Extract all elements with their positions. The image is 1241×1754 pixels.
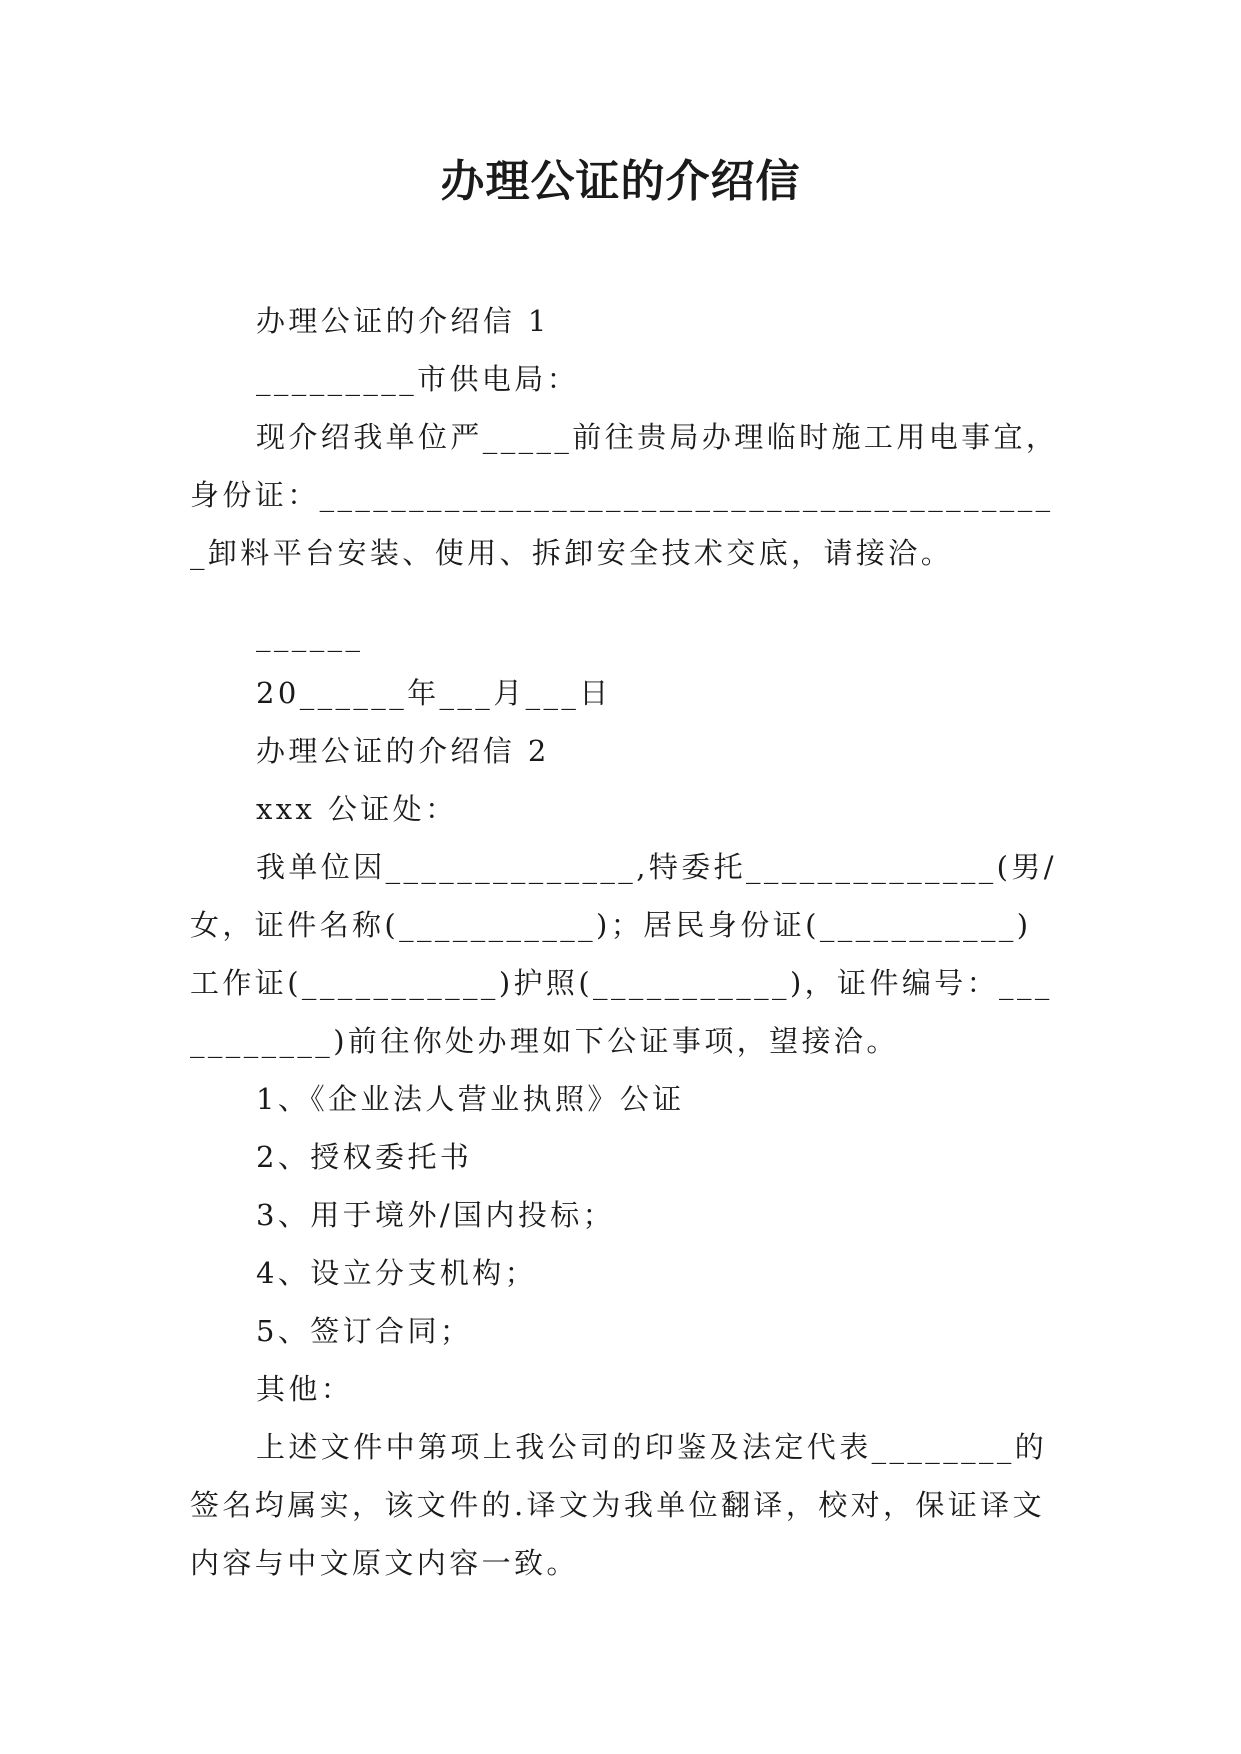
document-title: 办理公证的介绍信 <box>440 156 801 207</box>
document-body <box>190 292 1060 1592</box>
paragraph: xxx 公证处： <box>256 792 458 826</box>
paragraph: 20______年___月___日 <box>256 676 612 710</box>
paragraph: _________市供电局： <box>256 362 580 396</box>
paragraph: 现介绍我单位严_____前往贵局办理临时施工用电事宜，身份证：__________________________________________卸料平台安装、使用、拆卸安全技术交底，请接洽。 <box>190 420 1059 570</box>
paragraph: 我单位因______________,特委托______________(男/女，证件名称(___________)；居民身份证(___________)工作证(___________)护照(___________)，证件编号：___________)前往你处办理如下公证事项，望接洽。 <box>190 850 1057 1058</box>
paragraph: 3、用于境外/国内投标； <box>256 1198 616 1232</box>
paragraph: 办理公证的介绍信 2 <box>256 734 550 768</box>
paragraph: 其他： <box>256 1372 354 1406</box>
paragraph-spacer <box>190 582 1060 606</box>
paragraph: 1、《企业法人营业执照》公证 <box>256 1082 685 1116</box>
paragraph: 上述文件中第项上我公司的印鉴及法定代表________的签名均属实，该文件的.译文为我单位翻译，校对，保证译文内容与中文原文内容一致。 <box>190 1430 1048 1580</box>
paragraph: 5、签订合同； <box>256 1314 473 1348</box>
paragraph: ______ <box>256 618 364 652</box>
paragraph: 2、授权委托书 <box>256 1140 473 1174</box>
paragraph: 办理公证的介绍信 1 <box>256 304 550 338</box>
paragraph: 4、设立分支机构； <box>256 1256 538 1290</box>
